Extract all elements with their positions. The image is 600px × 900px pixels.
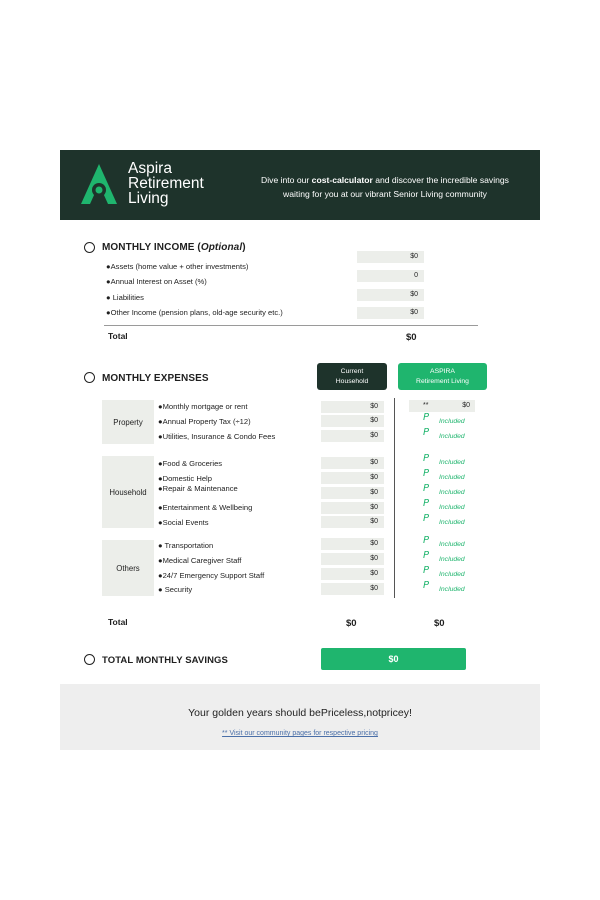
aspira-included-social: Included <box>439 519 465 526</box>
income-title-text: MONTHLY INCOME <box>102 242 195 253</box>
current-field-social[interactable]: $0 <box>321 516 384 528</box>
p-check-icon: P <box>423 453 430 464</box>
tagline-post: and discover the incredible savings waiting for you at our vibrant Senior Living community <box>283 175 509 199</box>
aspira-included-property-tax: Included <box>439 418 465 425</box>
category-household: Household <box>102 456 154 528</box>
savings-radio[interactable] <box>84 654 95 665</box>
income-title-optional: Optional <box>200 242 243 253</box>
aspira-logo-icon <box>79 162 119 206</box>
income-item-interest: ●Annual Interest on Asset (%) <box>106 277 207 286</box>
expense-label-utilities: ●Utilities, Insurance & Condo Fees <box>158 432 276 441</box>
savings-title: TOTAL MONTHLY SAVINGS <box>102 655 228 666</box>
header-tagline <box>250 173 520 201</box>
footer-link-text[interactable]: ** Visit our community pages for respective pricing <box>222 730 378 737</box>
income-interest-field[interactable]: 0 <box>357 270 424 282</box>
category-property: Property <box>102 400 154 444</box>
income-radio[interactable] <box>84 242 95 253</box>
current-field-emergency[interactable]: $0 <box>321 568 384 580</box>
expenses-radio[interactable] <box>84 372 95 383</box>
aspira-included-transportation: Included <box>439 541 465 548</box>
p-check-icon: P <box>423 580 430 591</box>
tagline-pre: Dive into our <box>261 175 312 185</box>
expense-label-caregiver: ●Medical Caregiver Staff <box>158 556 242 565</box>
current-field-domestic-help[interactable]: $0 <box>321 472 384 484</box>
current-header-line2: Household <box>335 378 369 385</box>
aspira-included-security: Included <box>439 586 465 593</box>
income-assets-field[interactable]: $0 <box>357 251 424 263</box>
brand-line-3: Living <box>128 190 169 207</box>
expenses-total-current: $0 <box>346 618 357 629</box>
expenses-total-label: Total <box>108 617 128 627</box>
brand-line-2: Retirement <box>128 175 204 192</box>
current-field-entertainment[interactable]: $0 <box>321 502 384 514</box>
current-field-property-tax[interactable]: $0 <box>321 415 384 427</box>
income-item-other: ●Other Income (pension plans, old-age security etc.) <box>106 308 283 317</box>
expenses-total-aspira: $0 <box>434 618 445 629</box>
aspira-header-line1: ASPIRA <box>430 368 455 375</box>
expenses-title: MONTHLY EXPENSES <box>102 373 209 384</box>
expense-label-security: ● Security <box>158 585 193 594</box>
p-check-icon: P <box>423 498 430 509</box>
aspira-mortgage-prefix: ** <box>423 402 429 409</box>
current-field-security[interactable]: $0 <box>321 583 384 595</box>
income-divider <box>104 325 478 326</box>
header-banner <box>60 150 540 220</box>
expense-label-mortgage: ●Monthly mortgage or rent <box>158 402 248 411</box>
aspira-included-domestic-help: Included <box>439 474 465 481</box>
footer-pricing-link[interactable] <box>60 730 540 737</box>
expense-label-domestic-help: ●Domestic Help <box>158 474 212 483</box>
aspira-included-repair: Included <box>439 489 465 496</box>
brand-name <box>128 161 204 206</box>
aspira-included-emergency: Included <box>439 571 465 578</box>
current-field-repair[interactable]: $0 <box>321 487 384 499</box>
income-other-field[interactable]: $0 <box>357 307 424 319</box>
aspira-field-mortgage[interactable] <box>409 400 475 412</box>
current-field-transportation[interactable]: $0 <box>321 538 384 550</box>
aspira-included-utilities: Included <box>439 433 465 440</box>
column-divider <box>394 398 395 598</box>
expense-label-repair: ●Repair & Maintenance <box>158 484 238 493</box>
brand-line-1: Aspira <box>128 160 172 177</box>
income-item-assets: ●Assets (home value + other investments) <box>106 262 249 271</box>
aspira-mortgage-value: $0 <box>462 402 470 409</box>
expense-label-transportation: ● Transportation <box>158 541 214 550</box>
current-field-utilities[interactable]: $0 <box>321 430 384 442</box>
p-check-icon: P <box>423 535 430 546</box>
income-item-liabilities: ● Liabilities <box>106 293 144 302</box>
footer-panel <box>60 684 540 750</box>
p-check-icon: P <box>423 412 430 423</box>
aspira-included-caregiver: Included <box>439 556 465 563</box>
aspira-included-entertainment: Included <box>439 504 465 511</box>
expense-label-property-tax: ●Annual Property Tax (÷12) <box>158 417 251 426</box>
expense-label-emergency: ●24/7 Emergency Support Staff <box>158 571 265 580</box>
savings-value: $0 <box>321 648 466 670</box>
expense-label-entertainment: ●Entertainment & Wellbeing <box>158 503 253 512</box>
p-check-icon: P <box>423 468 430 479</box>
current-household-column-header <box>317 363 387 390</box>
tagline-bold: cost-calculator <box>311 175 373 185</box>
p-check-icon: P <box>423 550 430 561</box>
aspira-column-header <box>398 363 487 390</box>
p-check-icon: P <box>423 483 430 494</box>
footer-headline: Your golden years should bePriceless,notpricey! <box>188 707 412 719</box>
p-check-icon: P <box>423 565 430 576</box>
income-liabilities-field[interactable]: $0 <box>357 289 424 301</box>
p-check-icon: P <box>423 427 430 438</box>
expense-label-social: ●Social Events <box>158 518 209 527</box>
aspira-header-line2: Retirement Living <box>416 378 469 385</box>
income-total-value: $0 <box>406 332 417 343</box>
aspira-included-food: Included <box>439 459 465 466</box>
income-title: MONTHLY INCOME (Optional) <box>102 242 246 253</box>
current-field-mortgage[interactable]: $0 <box>321 401 384 413</box>
current-field-food[interactable]: $0 <box>321 457 384 469</box>
income-total-label: Total <box>108 331 128 341</box>
expense-label-food: ●Food & Groceries <box>158 459 223 468</box>
current-field-caregiver[interactable]: $0 <box>321 553 384 565</box>
current-header-line1: Current <box>340 368 364 375</box>
p-check-icon: P <box>423 513 430 524</box>
category-others: Others <box>102 540 154 596</box>
